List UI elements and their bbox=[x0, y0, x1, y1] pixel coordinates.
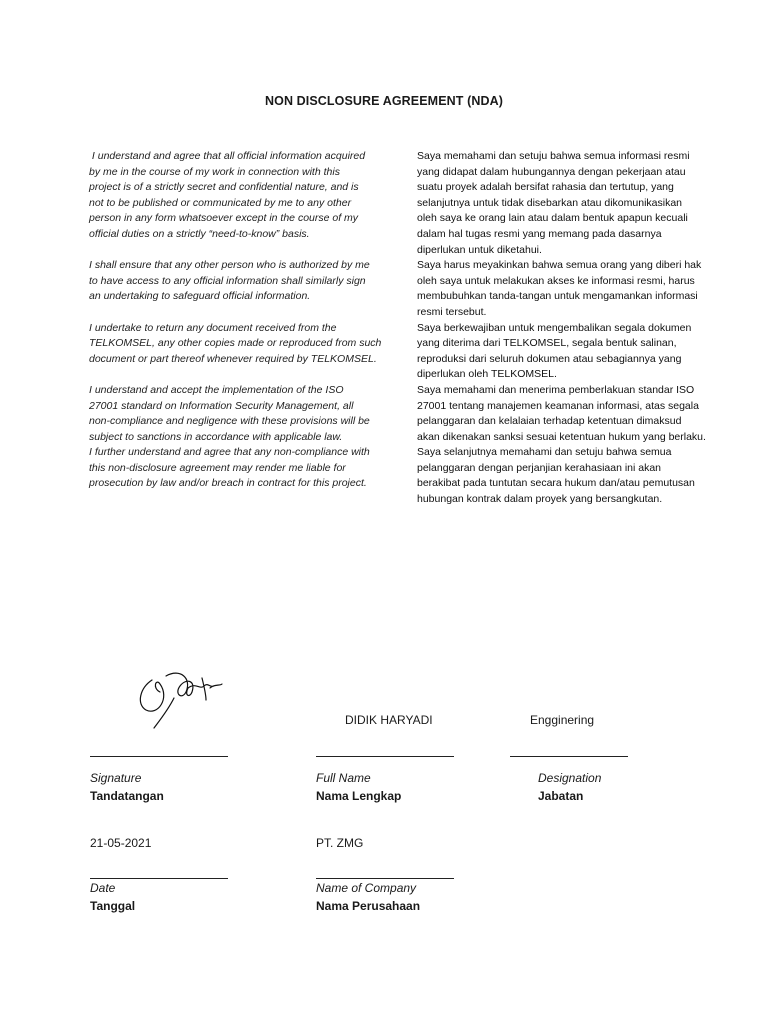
text-line: Saya memahami dan setuju bahwa semua informasi resmi bbox=[417, 150, 690, 162]
handwritten-signature bbox=[130, 658, 230, 730]
text-line: I understand and accept the implementation of the ISO bbox=[89, 383, 344, 396]
text-line: document or part thereof whenever required by TELKOMSEL. bbox=[89, 352, 377, 365]
text-line: Saya memahami dan menerima pemberlakuan standar ISO bbox=[417, 383, 695, 396]
indonesian-paragraph bbox=[417, 149, 735, 508]
text-line: oleh saya untuk melakukan akses ke informasi resmi, harus bbox=[417, 274, 695, 287]
text-line: pelanggaran dengan perjanjian kerahasiaan ini akan bbox=[417, 461, 662, 474]
text-line: official duties on a strictly “need-to-know” basis. bbox=[89, 227, 310, 240]
text-line: reproduksi dari seluruh dokumen atau sebagiannya yang bbox=[417, 352, 682, 365]
designation-label-id: Jabatan bbox=[538, 789, 584, 803]
full-name-line bbox=[316, 756, 454, 757]
text-line: membubuhkan tanda-tangan untuk mengamankan informasi bbox=[417, 290, 698, 303]
text-line: resmi tersebut. bbox=[417, 305, 487, 318]
date-value: 21-05-2021 bbox=[90, 836, 152, 850]
text-line: by me in the course of my work in connection with this bbox=[89, 165, 340, 178]
text-line: an undertaking to safeguard official information. bbox=[89, 290, 311, 303]
english-paragraph bbox=[89, 321, 407, 368]
document-title: NON DISCLOSURE AGREEMENT (NDA) bbox=[265, 94, 503, 108]
text-line: pelanggaran dan kelalaian terhadap ketentuan dimaksud bbox=[417, 415, 682, 428]
text-line: subject to sanctions in accordance with applicable law. bbox=[89, 430, 343, 443]
text-line: diperlukan oleh TELKOMSEL. bbox=[417, 368, 557, 381]
text-line: project is of a strictly secret and confidential nature, and is bbox=[89, 181, 359, 194]
english-paragraph bbox=[89, 258, 407, 305]
text-line: not to be published or communicated by me to any other bbox=[89, 196, 352, 209]
text-line: diperlukan untuk diketahui. bbox=[417, 243, 542, 256]
text-line: I undertake to return any document received from the bbox=[89, 321, 337, 334]
text-line: Saya berkewajiban untuk mengembalikan segala dokumen bbox=[417, 321, 692, 334]
text-line: berakibat pada tuntutan secara hukum dan/atau pemutusan bbox=[417, 477, 695, 490]
signature-line bbox=[90, 756, 228, 757]
full-name-label: Full Name bbox=[316, 771, 371, 785]
full-name-label-id: Nama Lengkap bbox=[316, 789, 402, 803]
text-line: 27001 standard on Information Security Management, all bbox=[89, 399, 354, 412]
text-line: akan dikenakan sanksi sesuai ketentuan hukum yang berlaku. bbox=[417, 430, 706, 443]
text-line: yang didapat dalam hubungannya dengan pekerjaan atau bbox=[417, 165, 686, 178]
english-paragraph bbox=[89, 383, 407, 492]
date-line bbox=[90, 878, 228, 879]
text-line: yang diterima dari TELKOMSEL, segala bentuk salinan, bbox=[417, 337, 677, 350]
full-name-value: DIDIK HARYADI bbox=[345, 713, 433, 727]
designation-value: Engginering bbox=[530, 713, 595, 727]
text-line: person in any form whatsoever except in the course of my bbox=[89, 212, 359, 225]
date-label: Date bbox=[90, 881, 116, 895]
designation-label: Designation bbox=[538, 771, 602, 785]
text-line: I further understand and agree that any non-compliance with bbox=[89, 446, 370, 459]
text-line: to have access to any official information shall similarly sign bbox=[89, 274, 366, 287]
signature-label: Signature bbox=[90, 771, 142, 785]
text-line: oleh saya ke orang lain atau dalam bentuk apapun kecuali bbox=[417, 212, 688, 225]
designation-line bbox=[510, 756, 628, 757]
text-line: I understand and agree that all official information acquired bbox=[89, 150, 366, 162]
text-line: TELKOMSEL, any other copies made or reproduced from such bbox=[89, 337, 382, 350]
text-line: dalam hal tugas resmi yang memang pada dasarnya bbox=[417, 227, 662, 240]
company-label: Name of Company bbox=[316, 881, 417, 895]
text-line: prosecution by law and/or breach in contract for this project. bbox=[89, 477, 367, 490]
text-line: 27001 tentang manajemen keamanan informasi, atas segala bbox=[417, 399, 699, 412]
text-line: Saya selanjutnya memahami dan setuju bahwa semua bbox=[417, 446, 672, 459]
text-line: non-compliance and negligence with these provisions will be bbox=[89, 415, 370, 428]
signature-label-id: Tandatangan bbox=[90, 789, 164, 803]
indonesian-text-column bbox=[417, 149, 735, 508]
text-line: Saya harus meyakinkan bahwa semua orang yang diberi hak bbox=[417, 259, 702, 272]
text-line: I shall ensure that any other person who is authorized by me bbox=[89, 259, 370, 272]
company-line bbox=[316, 878, 454, 879]
text-line: selanjutnya untuk tidak disebarkan atau dikomunikasikan bbox=[417, 196, 682, 209]
date-label-id: Tanggal bbox=[90, 899, 136, 913]
text-line: hubungan kontrak dalam proyek yang bersangkutan. bbox=[417, 493, 663, 506]
text-line: suatu proyek adalah bersifat rahasia dan tertutup, yang bbox=[417, 181, 674, 194]
company-label-id: Nama Perusahaan bbox=[316, 899, 421, 913]
english-text-column bbox=[89, 149, 407, 492]
company-value: PT. ZMG bbox=[316, 836, 364, 850]
english-paragraph bbox=[89, 149, 407, 243]
text-line: this non-disclosure agreement may render me liable for bbox=[89, 461, 346, 474]
